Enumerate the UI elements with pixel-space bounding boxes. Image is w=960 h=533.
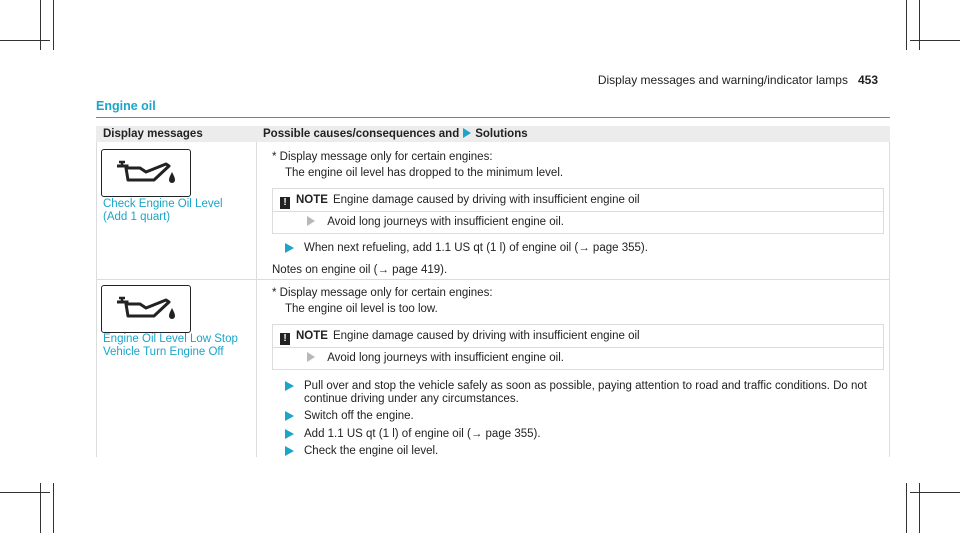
message-line: Engine Oil Level Low Stop [103, 333, 238, 345]
crop-mark [0, 492, 50, 493]
step-arrow-icon [285, 429, 294, 439]
note-action-line [307, 351, 564, 365]
step-arrow-icon [285, 381, 294, 391]
availability-note: * Display message only for certain engines: [272, 287, 493, 299]
oil-can-icon [101, 149, 191, 197]
cause-description: The engine oil level is too low. [285, 303, 438, 315]
action-arrow-icon [307, 216, 315, 226]
warning-icon: ! [280, 197, 290, 209]
step-arrow-icon [285, 243, 294, 253]
solution-step: Add 1.1 US qt (1 l) of engine oil (→ page 355). [304, 428, 541, 440]
note-box [272, 324, 884, 370]
crop-mark [40, 0, 41, 50]
note-title-line [280, 193, 640, 209]
crop-mark [53, 0, 54, 50]
note-text: Engine damage caused by driving with insufficient engine oil [332, 194, 640, 206]
column-header-causes-solutions [256, 126, 890, 142]
note-action-line [307, 215, 564, 229]
note-label: NOTE [296, 330, 328, 342]
solution-step: Switch off the engine. [304, 410, 414, 422]
table-row-divider [96, 279, 890, 280]
step-arrow-icon [285, 446, 294, 456]
note-action [273, 347, 883, 369]
solution-step: Check the engine oil level. [304, 445, 439, 457]
table-border-left [96, 142, 97, 457]
note-action [273, 211, 883, 233]
crop-mark [906, 483, 907, 533]
note-label: NOTE [296, 194, 328, 206]
crop-mark [910, 492, 960, 493]
crop-mark [910, 40, 960, 41]
step-arrow-icon [285, 411, 294, 421]
note-text: Engine damage caused by driving with insufficient engine oil [332, 330, 640, 342]
column-header-solutions-label: Solutions [475, 128, 528, 140]
table-column-divider [256, 142, 257, 457]
crop-mark [53, 483, 54, 533]
crop-mark [0, 40, 50, 41]
note-box [272, 188, 884, 234]
page-number: 453 [857, 73, 878, 87]
table-border-right [889, 142, 890, 457]
page-header [598, 73, 878, 87]
column-header-causes-label: Possible causes/consequences and [263, 128, 460, 140]
solution-step: When next refueling, add 1.1 US qt (1 l) of engine oil (→ page 355). [304, 242, 648, 254]
page-header-title: Display messages and warning/indicator lamps [597, 73, 848, 87]
message-line: Vehicle Turn Engine Off [103, 346, 224, 358]
crop-mark [919, 483, 920, 533]
play-arrow-icon [463, 128, 471, 138]
crop-mark [919, 0, 920, 50]
availability-note: * Display message only for certain engines: [272, 151, 493, 163]
message-line: (Add 1 quart) [103, 211, 171, 223]
message-label [103, 198, 223, 224]
reference-note: Notes on engine oil (→ page 419). [272, 264, 448, 276]
message-label [103, 333, 238, 359]
solution-step-continued: continue driving under any circumstances. [304, 393, 519, 405]
section-rule [96, 117, 890, 118]
note-action-text: Avoid long journeys with insufficient engine oil. [327, 352, 564, 364]
solution-step: Pull over and stop the vehicle safely as soon as possible, paying attention to road and traffic conditions. Do not [304, 380, 867, 392]
crop-mark [40, 483, 41, 533]
note-header [273, 325, 883, 348]
note-title-line [280, 329, 640, 345]
note-header [273, 189, 883, 212]
message-line: Check Engine Oil Level [103, 198, 223, 210]
note-action-text: Avoid long journeys with insufficient engine oil. [327, 216, 564, 228]
section-title: Engine oil [96, 99, 156, 113]
oil-can-icon [101, 285, 191, 333]
cause-description: The engine oil level has dropped to the minimum level. [285, 167, 564, 179]
crop-mark [906, 0, 907, 50]
warning-icon: ! [280, 333, 290, 345]
action-arrow-icon [307, 352, 315, 362]
column-header-display-messages: Display messages [96, 126, 258, 142]
